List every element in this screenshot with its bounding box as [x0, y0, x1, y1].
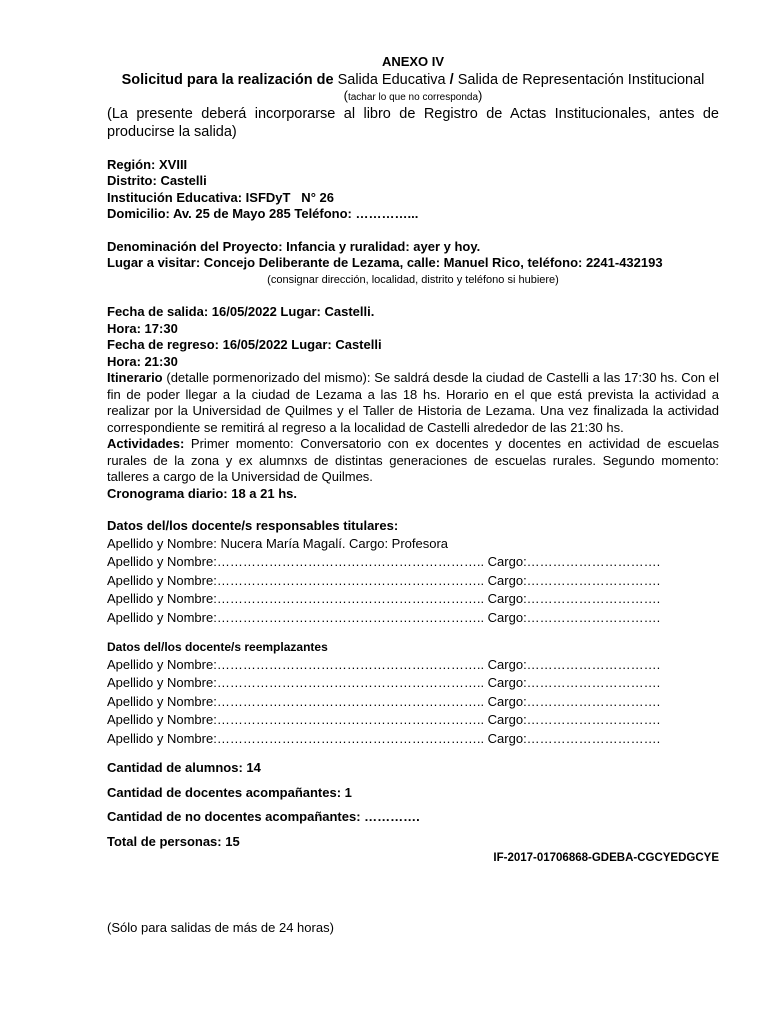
itinerario-paragraph [107, 370, 719, 436]
reemplazantes-heading: Datos del/los docente/s reemplazantes [107, 640, 328, 654]
total-personas: Total de personas: 15 [107, 833, 240, 849]
titular-row: Apellido y Nombre:…………………………………………………….. Cargo:…………………………. [107, 609, 661, 625]
distrito-line: Distrito: Castelli [107, 173, 207, 188]
cantidad-no-docentes: Cantidad de no docentes acompañantes: …………. [107, 809, 420, 824]
cantidad-docentes: Cantidad de docentes acompañantes: 1 [107, 784, 352, 800]
document-code: IF-2017-01706868-GDEBA-CGCYEDGCYE [493, 852, 719, 864]
reemplazante-row: Apellido y Nombre:…………………………………………………….. Cargo:…………………………. [107, 712, 661, 727]
titular-row: Apellido y Nombre: Nucera María Magalí. Cargo: Profesora [107, 535, 449, 551]
region-line: Región: XVIII [107, 156, 188, 172]
strike-note [107, 89, 719, 105]
intro-paragraph: (La presente deberá incorporarse al libro de Registro de Actas Institucionales, antes de producirse la salida) [107, 105, 719, 140]
subtitle-lead: Solicitud para la realización de [121, 71, 334, 88]
form-subtitle [107, 71, 719, 89]
form-body [107, 54, 719, 867]
subtitle-option-educativa: Salida Educativa [337, 71, 446, 88]
domicilio-line: Domicilio: Av. 25 de Mayo 285 Teléfono: …………... [107, 206, 419, 221]
actividades-label: Actividades: [107, 436, 185, 451]
form-title: ANEXO IV [381, 54, 445, 69]
fecha-salida-line: Fecha de salida: 16/05/2022 Lugar: Castelli. [107, 304, 375, 319]
reemplazante-row: Apellido y Nombre:…………………………………………………….. Cargo:…………………………. [107, 656, 661, 672]
reemplazantes-list [107, 656, 719, 749]
lugar-line: Lugar a visitar: Concejo Deliberante de Lezama, calle: Manuel Rico, teléfono: 2241-432193 [107, 255, 663, 270]
note-paren-open: ( [343, 87, 348, 103]
institucion-line: Institución Educativa: ISFDyT N° 26 [107, 189, 334, 205]
footer-note: (Sólo para salidas de más de 24 horas) [107, 920, 334, 935]
note-paren-close: ) [478, 87, 483, 103]
subtitle-separator: / [449, 71, 454, 88]
hora-regreso-line: Hora: 21:30 [107, 353, 178, 369]
reemplazante-row: Apellido y Nombre:…………………………………………………….. Cargo:…………………………. [107, 730, 661, 746]
denominacion-line: Denominación del Proyecto: Infancia y ruralidad: ayer y hoy. [107, 238, 481, 254]
actividades-paragraph [107, 436, 719, 486]
titular-row: Apellido y Nombre:…………………………………………………….. Cargo:…………………………. [107, 591, 661, 606]
lugar-note: (consignar dirección, localidad, distrito y teléfono si hubiere) [267, 273, 559, 286]
reemplazante-row: Apellido y Nombre:…………………………………………………….. Cargo:…………………………. [107, 693, 661, 709]
note-text: tachar lo que no corresponda [347, 91, 479, 103]
actividades-text: Primer momento: Conversatorio con ex docentes y docentes en actividad de escuelas rurales de la zona y ex alumnxs de distintas generaciones de escuelas rurales. Segundo momento: talleres a cargo de la Universidad de Quilmes. [107, 436, 719, 484]
itinerario-label: Itinerario [107, 370, 163, 385]
hora-salida-line: Hora: 17:30 [107, 320, 178, 336]
reemplazante-row: Apellido y Nombre:…………………………………………………….. Cargo:…………………………. [107, 675, 661, 690]
itinerario-text: (detalle pormenorizado del mismo): Se saldrá desde la ciudad de Castelli a las 17:30 hs. Con el fin de poder llegar a la ciudad de Lezama a las 18 hs. Horario en el que está prevista la actividad a realizar por la Universidad de Quilmes y el Taller de Historia de Lezama. Una vez finalizada la actividad correspondiente se remitirá al regreso a la localidad de Castelli alrededor de las 21:30 hs. [107, 370, 719, 435]
titular-row: Apellido y Nombre:…………………………………………………….. Cargo:…………………………. [107, 554, 661, 569]
cantidad-alumnos: Cantidad de alumnos: 14 [107, 760, 261, 775]
fecha-regreso-line: Fecha de regreso: 16/05/2022 Lugar: Castelli [107, 337, 382, 352]
titulares-heading: Datos del/los docente/s responsables titulares: [107, 518, 399, 533]
subtitle-option-representacion: Salida de Representación Institucional [457, 71, 705, 88]
titular-row: Apellido y Nombre:…………………………………………………….. Cargo:…………………………. [107, 572, 661, 588]
cronograma-line: Cronograma diario: 18 a 21 hs. [107, 485, 298, 501]
titulares-list [107, 535, 719, 628]
